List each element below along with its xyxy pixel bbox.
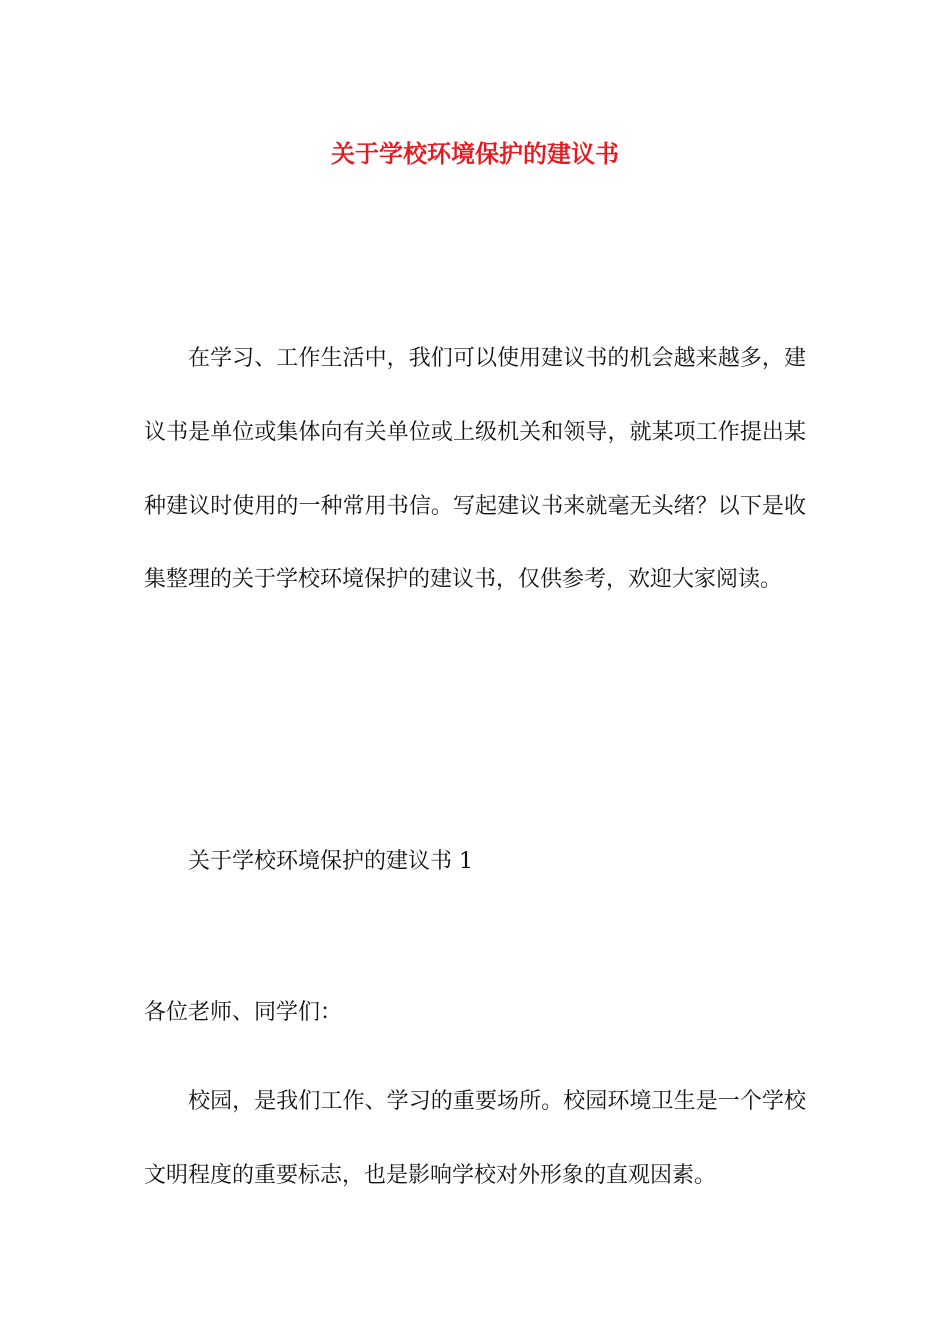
- intro-paragraph: 在学习、工作生活中，我们可以使用建议书的机会越来越多，建议书是单位或集体向有关单位或上级机关和领导，就某项工作提出某种建议时使用的一种常用书信。写起建议书来就毫无头绪？以下是收集整理的关于学校环境保护的建议书，仅供参考，欢迎大家阅读。: [144, 346, 806, 593]
- section-heading: 关于学校环境保护的建议书 1: [188, 849, 473, 874]
- salutation: 各位老师、同学们：: [144, 1000, 343, 1025]
- body-paragraph: 校园，是我们工作、学习的重要场所。校园环境卫生是一个学校文明程度的重要标志，也是影响学校对外形象的直观因素。: [144, 1089, 806, 1188]
- document-title: 关于学校环境保护的建议书: [331, 139, 619, 168]
